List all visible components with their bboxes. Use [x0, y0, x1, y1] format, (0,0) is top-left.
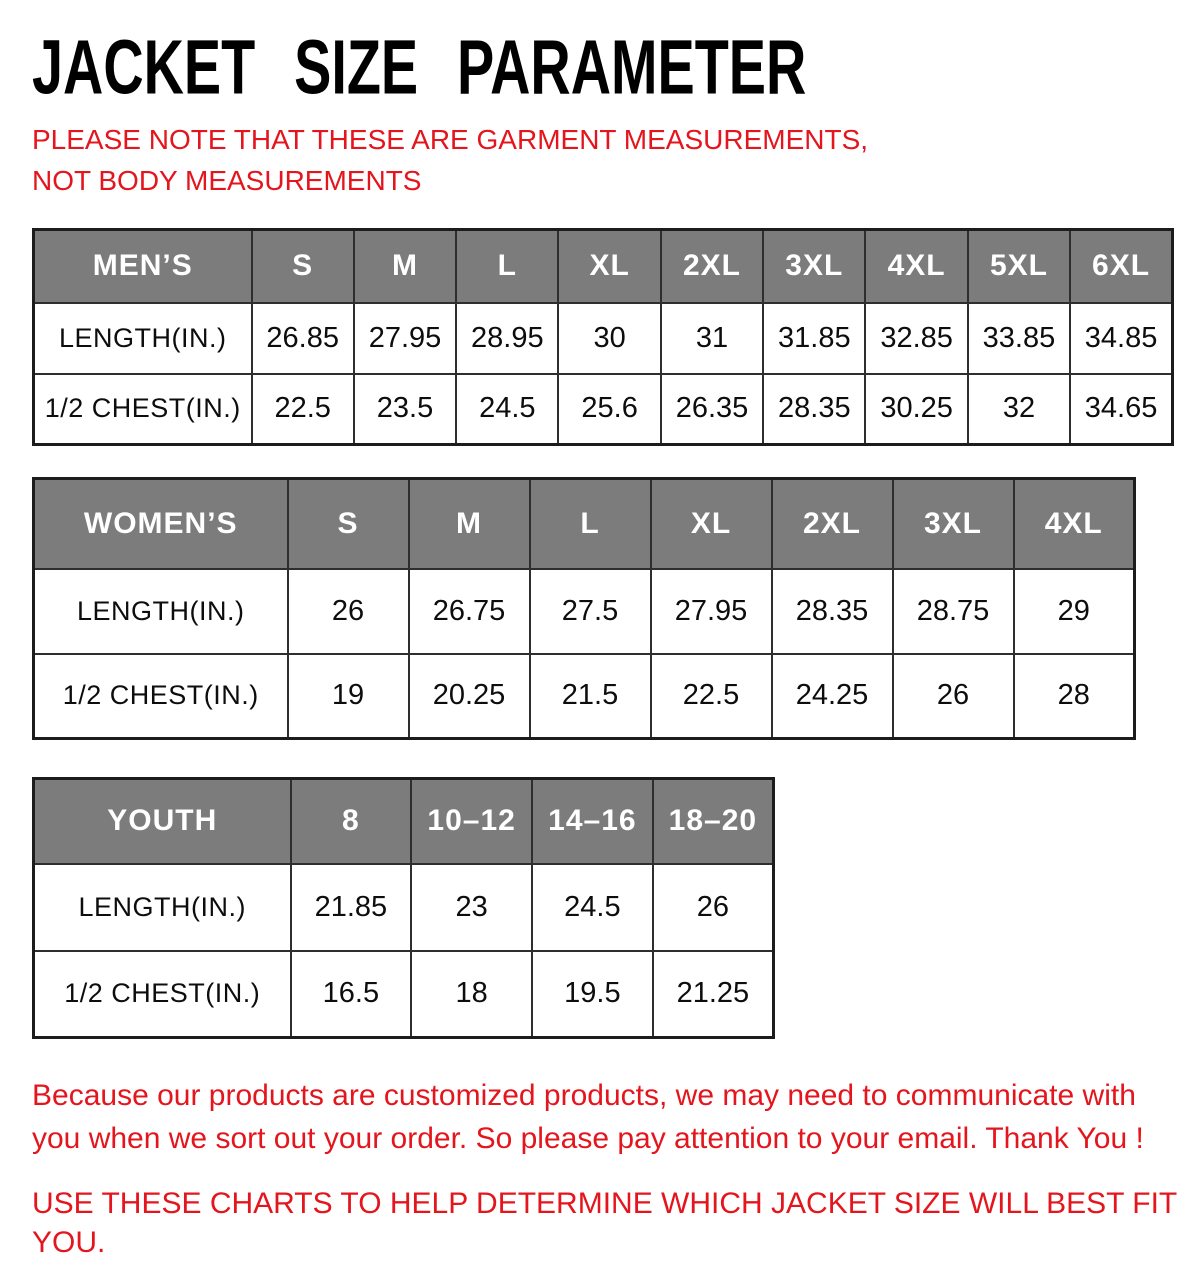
size-column-header: 5XL	[968, 230, 1070, 303]
youth-chest-row	[34, 951, 774, 1038]
mens-chest-row	[34, 374, 1173, 445]
mens-length-row	[34, 303, 1173, 374]
size-value: 34.65	[1070, 374, 1172, 445]
size-value: 34.85	[1070, 303, 1172, 374]
size-value: 22.5	[252, 374, 354, 445]
womens-chest-row	[34, 654, 1135, 739]
size-value: 28.35	[772, 569, 893, 654]
size-column-header: M	[354, 230, 456, 303]
size-value: 19.5	[532, 951, 653, 1038]
size-value: 23.5	[354, 374, 456, 445]
size-value: 28.35	[763, 374, 865, 445]
row-label-chest: 1/2 CHEST(IN.)	[34, 654, 288, 739]
womens-length-row	[34, 569, 1135, 654]
size-value: 24.5	[532, 864, 653, 951]
size-value: 24.5	[456, 374, 558, 445]
size-value: 26.85	[252, 303, 354, 374]
size-value: 21.5	[530, 654, 651, 739]
size-column-header: 4XL	[1014, 479, 1135, 569]
size-value: 30	[558, 303, 660, 374]
size-column-header: 8	[291, 779, 412, 864]
size-value: 20.25	[409, 654, 530, 739]
youth-length-row	[34, 864, 774, 951]
size-value: 19	[288, 654, 409, 739]
size-value: 28.95	[456, 303, 558, 374]
size-value: 28.75	[893, 569, 1014, 654]
size-value: 32	[968, 374, 1070, 445]
row-label-length: LENGTH(IN.)	[34, 864, 291, 951]
size-value: 26.75	[409, 569, 530, 654]
row-label-chest: 1/2 CHEST(IN.)	[34, 374, 252, 445]
size-value: 27.5	[530, 569, 651, 654]
mens-header-row	[34, 230, 1173, 303]
size-value: 16.5	[291, 951, 412, 1038]
size-column-header: 10–12	[411, 779, 532, 864]
size-value: 31.85	[763, 303, 865, 374]
mens-size-table	[32, 228, 1174, 446]
youth-header-row	[34, 779, 774, 864]
row-label-chest: 1/2 CHEST(IN.)	[34, 951, 291, 1038]
size-value: 27.95	[651, 569, 772, 654]
size-value: 31	[661, 303, 763, 374]
size-value: 27.95	[354, 303, 456, 374]
size-column-header: 3XL	[763, 230, 865, 303]
size-column-header: L	[456, 230, 558, 303]
size-column-header: XL	[558, 230, 660, 303]
size-value: 23	[411, 864, 532, 951]
size-column-header: M	[409, 479, 530, 569]
size-value: 26	[653, 864, 774, 951]
womens-size-table	[32, 477, 1136, 740]
garment-measurement-note: PLEASE NOTE THAT THESE ARE GARMENT MEASUREMENTS, NOT BODY MEASUREMENTS	[32, 124, 869, 196]
womens-header-row	[34, 479, 1135, 569]
youth-table-title: YOUTH	[34, 779, 291, 864]
page-title: JACKET SIZE PARAMETER	[32, 25, 807, 111]
youth-size-table	[32, 777, 775, 1039]
size-value: 18	[411, 951, 532, 1038]
size-column-header: 14–16	[532, 779, 653, 864]
mens-table-title: MEN’S	[34, 230, 252, 303]
row-label-length: LENGTH(IN.)	[34, 303, 252, 374]
size-column-header: L	[530, 479, 651, 569]
size-column-header: S	[252, 230, 354, 303]
size-column-header: 6XL	[1070, 230, 1172, 303]
customization-notice: Because our products are customized products, we may need to communicate with you when we sort out your order. So please pay attention to your email. Thank You !	[32, 1079, 1144, 1155]
size-column-header: 2XL	[661, 230, 763, 303]
size-value: 32.85	[865, 303, 967, 374]
size-value: 33.85	[968, 303, 1070, 374]
size-column-header: XL	[651, 479, 772, 569]
size-value: 21.85	[291, 864, 412, 951]
row-label-length: LENGTH(IN.)	[34, 569, 288, 654]
size-value: 30.25	[865, 374, 967, 445]
size-value: 26.35	[661, 374, 763, 445]
size-column-header: 3XL	[893, 479, 1014, 569]
size-column-header: S	[288, 479, 409, 569]
size-value: 21.25	[653, 951, 774, 1038]
chart-usage-instruction: USE THESE CHARTS TO HELP DETERMINE WHICH JACKET SIZE WILL BEST FIT YOU.	[32, 1187, 1177, 1260]
womens-table-title: WOMEN’S	[34, 479, 288, 569]
size-value: 24.25	[772, 654, 893, 739]
size-value: 25.6	[558, 374, 660, 445]
size-column-header: 2XL	[772, 479, 893, 569]
size-value: 29	[1014, 569, 1135, 654]
size-column-header: 4XL	[865, 230, 967, 303]
size-value: 28	[1014, 654, 1135, 739]
size-column-header: 18–20	[653, 779, 774, 864]
size-value: 26	[288, 569, 409, 654]
size-value: 26	[893, 654, 1014, 739]
size-value: 22.5	[651, 654, 772, 739]
